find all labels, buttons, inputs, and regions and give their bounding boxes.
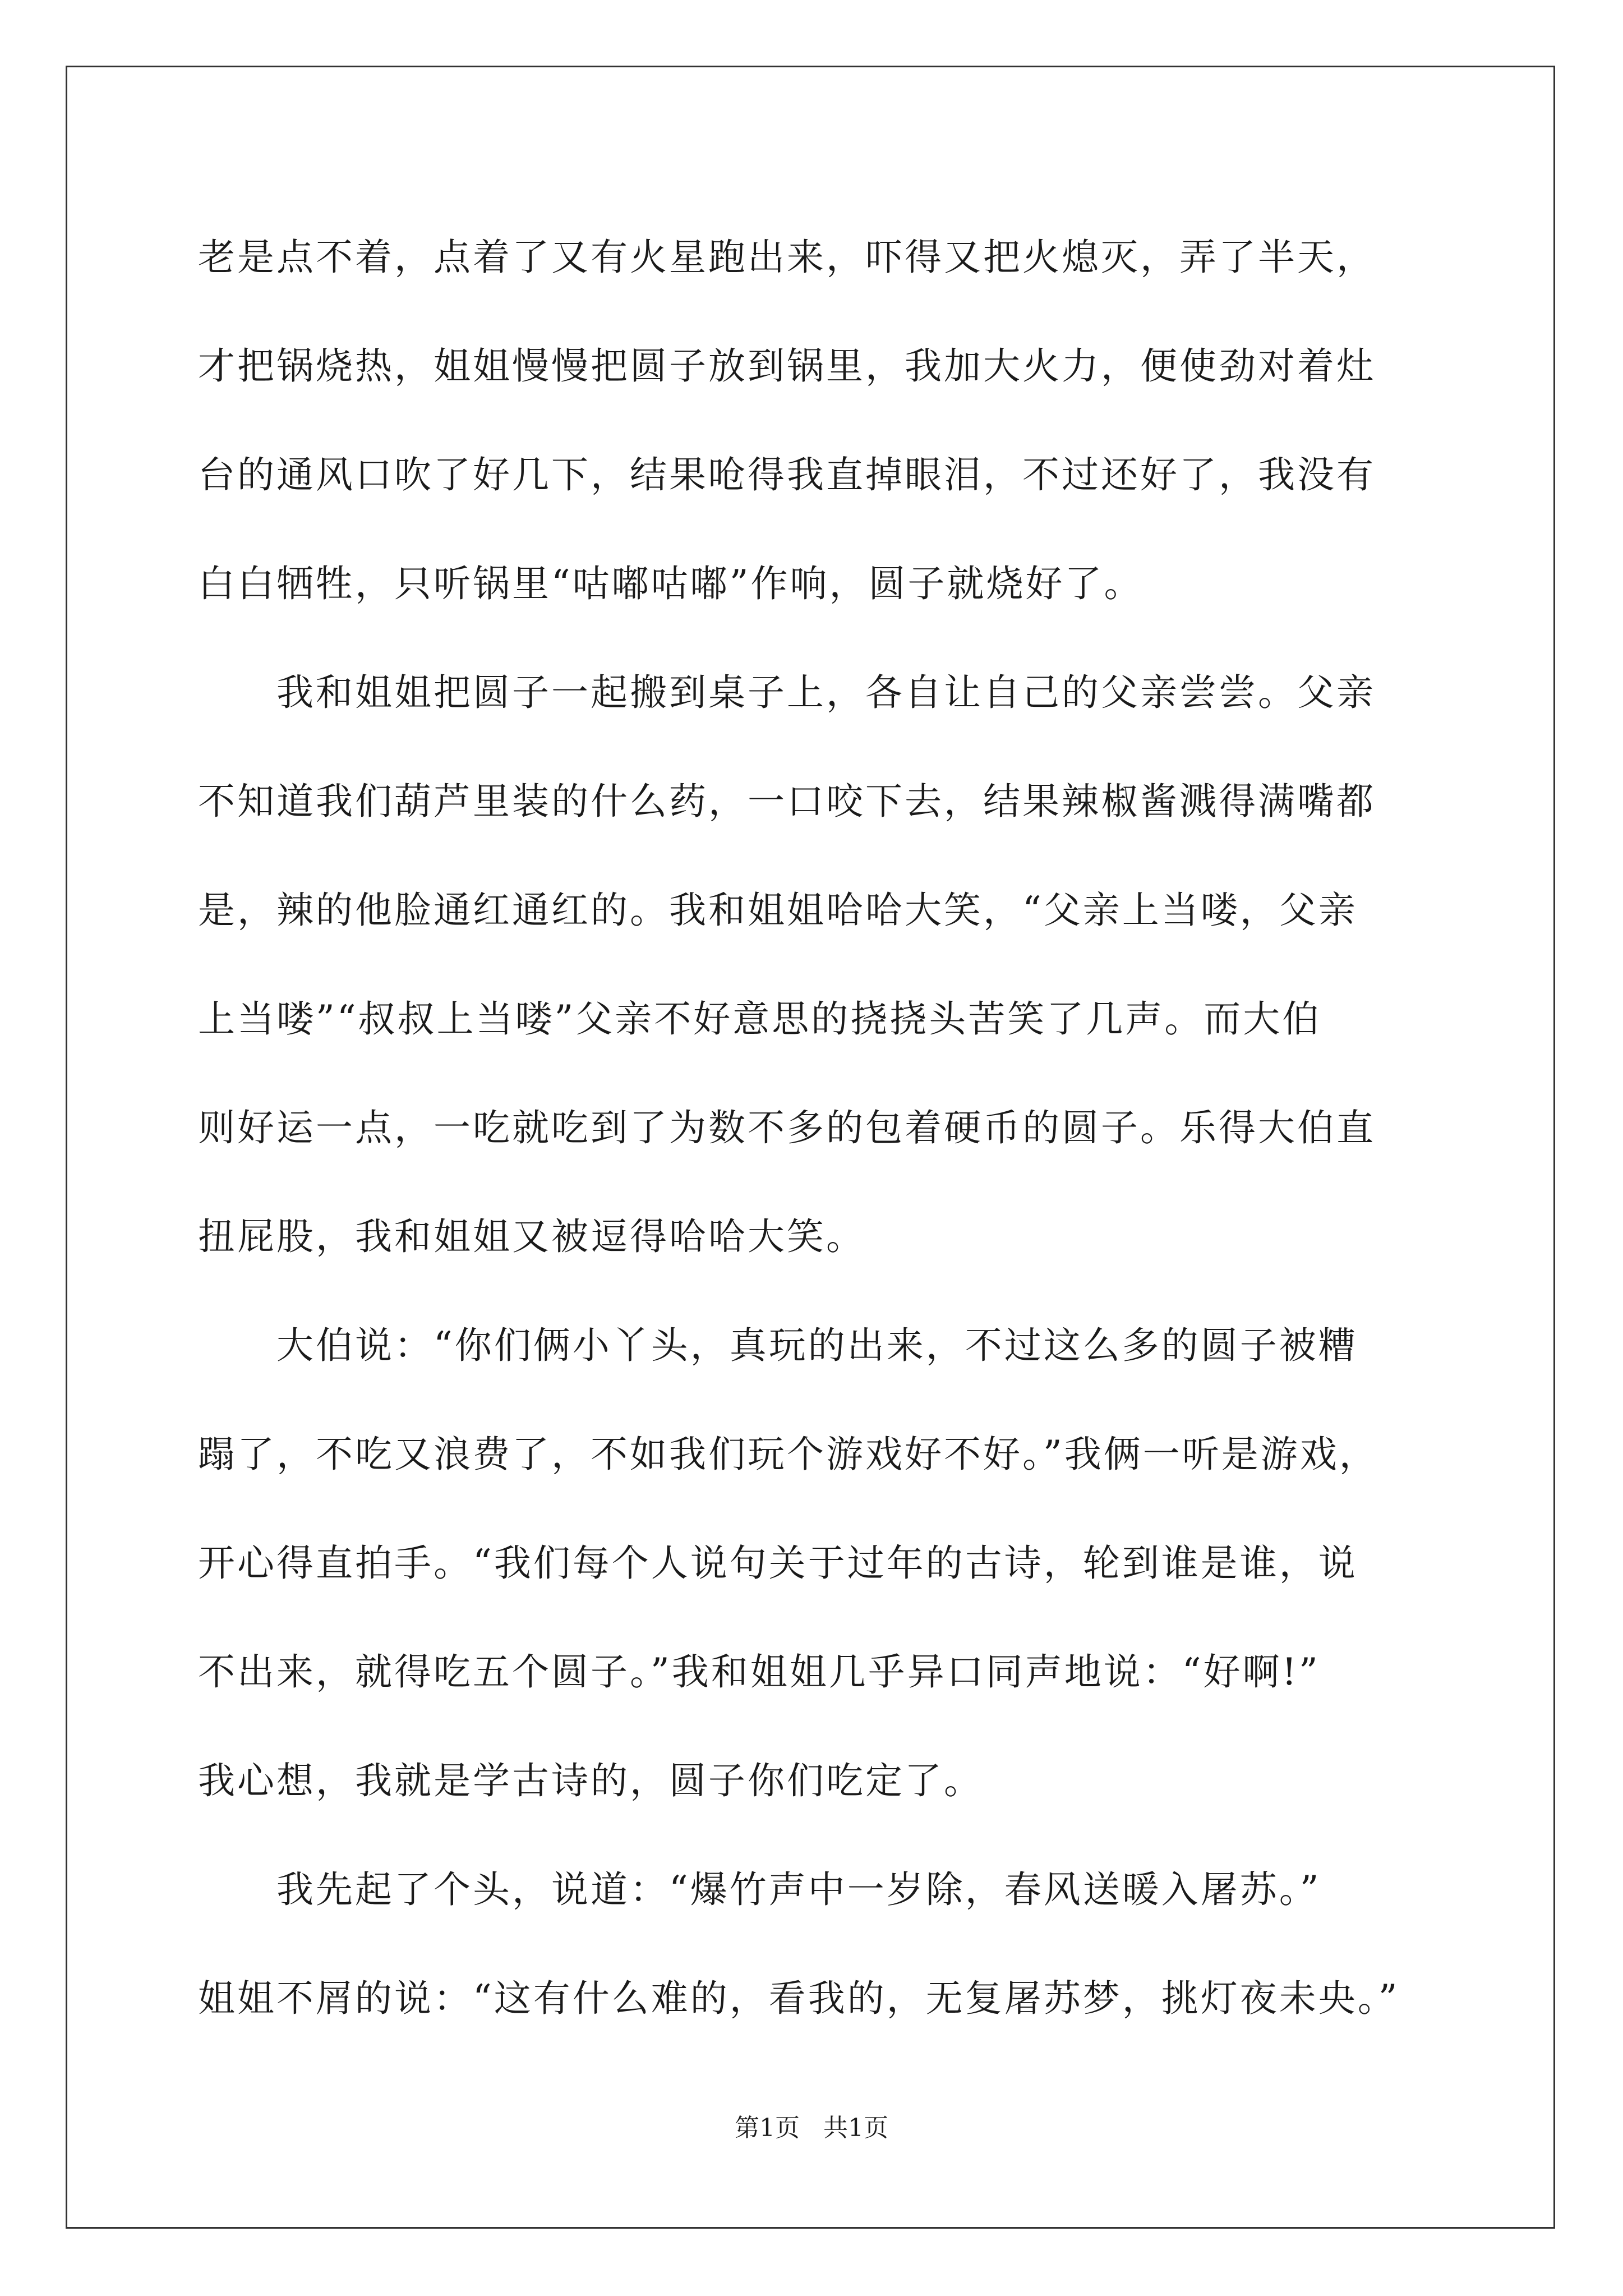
text-line: 开心得直拍手。“我们每个人说句关于过年的古诗，轮到谁是谁，说	[198, 1542, 1358, 1585]
text-line: 大伯说：“你们俩小丫头，真玩的出来，不过这么多的圆子被糟	[198, 1324, 1358, 1367]
text-line: 扭屁股，我和姐姐又被逗得哈哈大笑。	[198, 1215, 865, 1258]
page-footer: 第1页 共1页	[735, 2114, 888, 2142]
text-line: 姐姐不屑的说：“这有什么难的，看我的，无复屠苏梦，挑灯夜未央。”	[198, 1977, 1400, 2020]
document-body	[198, 203, 1443, 2053]
text-line: 不知道我们葫芦里装的什么药，一口咬下去，结果辣椒酱溅得满嘴都	[198, 780, 1376, 823]
text-line: 我先起了个头，说道：“爆竹声中一岁除，春风送暖入屠苏。”	[198, 1868, 1321, 1911]
text-line: 则好运一点，一吃就吃到了为数不多的包着硬币的圆子。乐得大伯直	[198, 1106, 1376, 1149]
text-line: 才把锅烧热，姐姐慢慢把圆子放到锅里，我加大火力，便使劲对着灶	[198, 344, 1376, 388]
text-line: 我心想，我就是学古诗的，圆子你们吃定了。	[198, 1759, 983, 1802]
text-line: 白白牺牲，只听锅里“咕嘟咕嘟”作响，圆子就烧好了。	[198, 562, 1144, 605]
text-line: 不出来，就得吃五个圆子。”我和姐姐几乎异口同声地说：“好啊!”	[198, 1650, 1320, 1694]
text-line: 台的通风口吹了好几下，结果呛得我直掉眼泪，不过还好了，我没有	[198, 453, 1376, 496]
text-line: 老是点不着，点着了又有火星跑出来，吓得又把火熄灭，弄了半天，	[198, 236, 1376, 279]
text-line: 蹋了，不吃又浪费了，不如我们玩个游戏好不好。”我俩一听是游戏，	[198, 1433, 1378, 1476]
text-line: 是，辣的他脸通红通红的。我和姐姐哈哈大笑，“父亲上当喽，父亲	[198, 889, 1358, 932]
text-line: 我和姐姐把圆子一起搬到桌子上，各自让自己的父亲尝尝。父亲	[198, 671, 1376, 714]
text-line: 上当喽”“叔叔上当喽”父亲不好意思的挠挠头苦笑了几声。而大伯	[198, 997, 1322, 1041]
